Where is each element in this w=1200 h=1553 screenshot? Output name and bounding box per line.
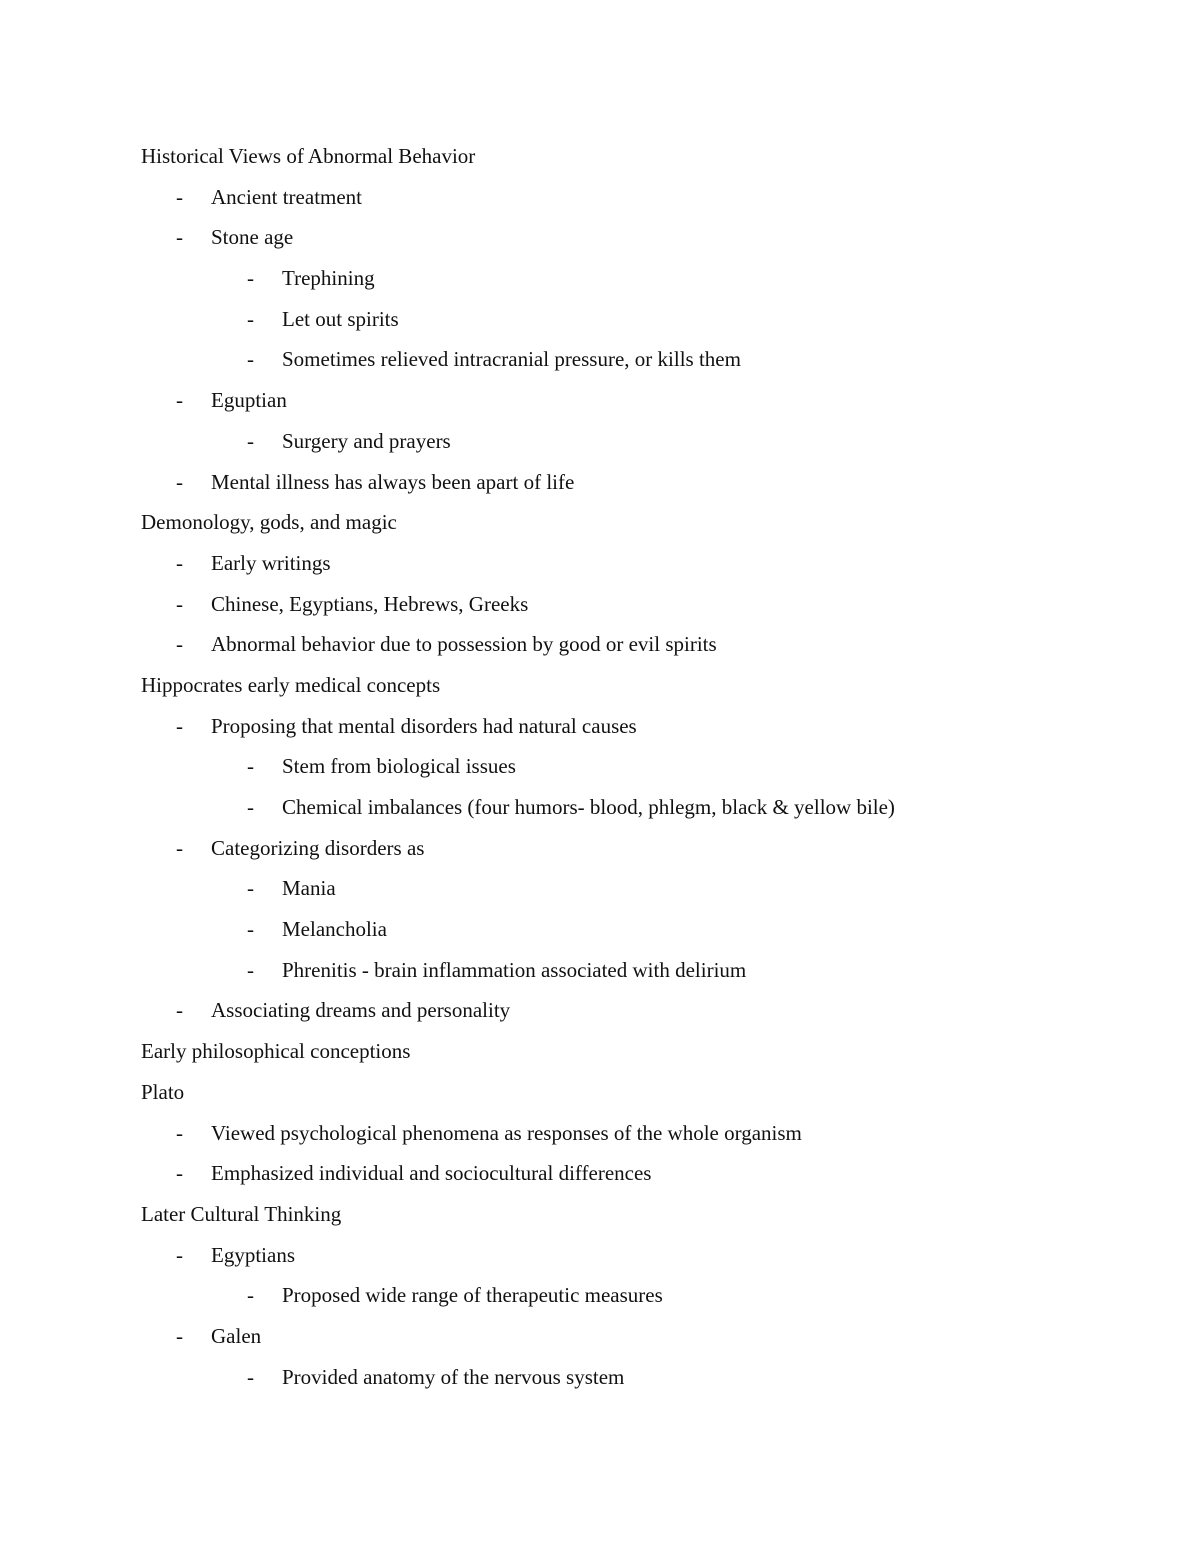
item-text: Let out spirits (282, 306, 399, 331)
list-item (0, 787, 1200, 828)
list-item (0, 990, 1200, 1031)
item-text: Egyptians (211, 1242, 295, 1267)
bullet-dash: - (247, 754, 254, 779)
list-item (0, 828, 1200, 869)
list-item (0, 706, 1200, 747)
bullet-dash: - (247, 917, 254, 942)
item-text: Mania (282, 876, 336, 901)
list-item (0, 1316, 1200, 1357)
section-heading (0, 1072, 1200, 1113)
item-text: Viewed psychological phenomena as responses of the whole organism (211, 1120, 802, 1145)
bullet-dash: - (247, 957, 254, 982)
list-item (0, 868, 1200, 909)
list-item (0, 624, 1200, 665)
bullet-dash: - (247, 876, 254, 901)
list-item (0, 543, 1200, 584)
bullet-dash: - (176, 1242, 183, 1267)
bullet-dash: - (176, 550, 183, 575)
item-text: Eguptian (211, 388, 287, 413)
bullet-dash: - (176, 469, 183, 494)
item-text: Associating dreams and personality (211, 998, 511, 1023)
bullet-dash: - (247, 1283, 254, 1308)
section-heading (0, 1031, 1200, 1072)
heading-text: Hippocrates early medical concepts (141, 672, 441, 697)
section-heading (0, 665, 1200, 706)
item-text: Melancholia (282, 917, 387, 942)
item-text: Proposing that mental disorders had natural causes (211, 713, 637, 738)
bullet-dash: - (176, 388, 183, 413)
list-item (0, 299, 1200, 340)
heading-text: Historical Views of Abnormal Behavior (141, 144, 476, 168)
bullet-dash: - (176, 225, 183, 250)
item-text: Stem from biological issues (282, 754, 516, 779)
bullet-dash: - (176, 998, 183, 1023)
list-item (0, 421, 1200, 462)
heading-text: Early philosophical conceptions (141, 1039, 411, 1064)
item-text: Galen (211, 1323, 262, 1348)
section-heading (0, 1194, 1200, 1235)
heading-text: Demonology, gods, and magic (141, 510, 397, 535)
bullet-dash: - (176, 1120, 183, 1145)
list-item (0, 217, 1200, 258)
bullet-dash: - (247, 266, 254, 291)
heading-text: Plato (141, 1079, 185, 1104)
list-item (0, 339, 1200, 380)
bullet-dash: - (176, 1323, 183, 1348)
list-item (0, 950, 1200, 991)
list-item (0, 177, 1200, 218)
bullet-dash: - (247, 347, 254, 372)
item-text: Abnormal behavior due to possession by good or evil spirits (211, 632, 717, 657)
item-text: Trephining (282, 266, 375, 291)
item-text: Provided anatomy of the nervous system (282, 1364, 625, 1389)
list-item (0, 1275, 1200, 1316)
list-item (0, 909, 1200, 950)
item-text: Categorizing disorders as (211, 835, 425, 860)
section-heading (0, 136, 1200, 177)
item-text: Early writings (211, 550, 331, 575)
list-item (0, 1357, 1200, 1398)
item-text: Chemical imbalances (four humors- blood, phlegm, black & yellow bile) (282, 795, 895, 819)
list-item (0, 1113, 1200, 1154)
list-item (0, 584, 1200, 625)
bullet-dash: - (247, 795, 254, 819)
list-item (0, 380, 1200, 421)
item-text: Surgery and prayers (282, 428, 451, 453)
bullet-dash: - (176, 184, 183, 209)
list-item (0, 258, 1200, 299)
item-text: Ancient treatment (211, 184, 363, 209)
list-item (0, 1235, 1200, 1276)
bullet-dash: - (247, 428, 254, 453)
list-item (0, 1153, 1200, 1194)
item-text: Emphasized individual and sociocultural differences (211, 1161, 652, 1186)
item-text: Proposed wide range of therapeutic measures (282, 1283, 663, 1308)
item-text: Phrenitis - brain inflammation associated with delirium (282, 957, 747, 982)
item-text: Sometimes relieved intracranial pressure, or kills them (282, 347, 741, 372)
bullet-dash: - (247, 1364, 254, 1389)
item-text: Mental illness has always been apart of life (211, 469, 575, 494)
bullet-dash: - (176, 1161, 183, 1186)
bullet-dash: - (176, 591, 183, 616)
list-item (0, 746, 1200, 787)
outline-list (0, 136, 1200, 1397)
bullet-dash: - (176, 835, 183, 860)
bullet-dash: - (247, 306, 254, 331)
bullet-dash: - (176, 632, 183, 657)
item-text: Chinese, Egyptians, Hebrews, Greeks (211, 591, 529, 616)
bullet-dash: - (176, 713, 183, 738)
item-text: Stone age (211, 225, 294, 250)
section-heading (0, 502, 1200, 543)
heading-text: Later Cultural Thinking (141, 1201, 342, 1226)
list-item (0, 462, 1200, 503)
